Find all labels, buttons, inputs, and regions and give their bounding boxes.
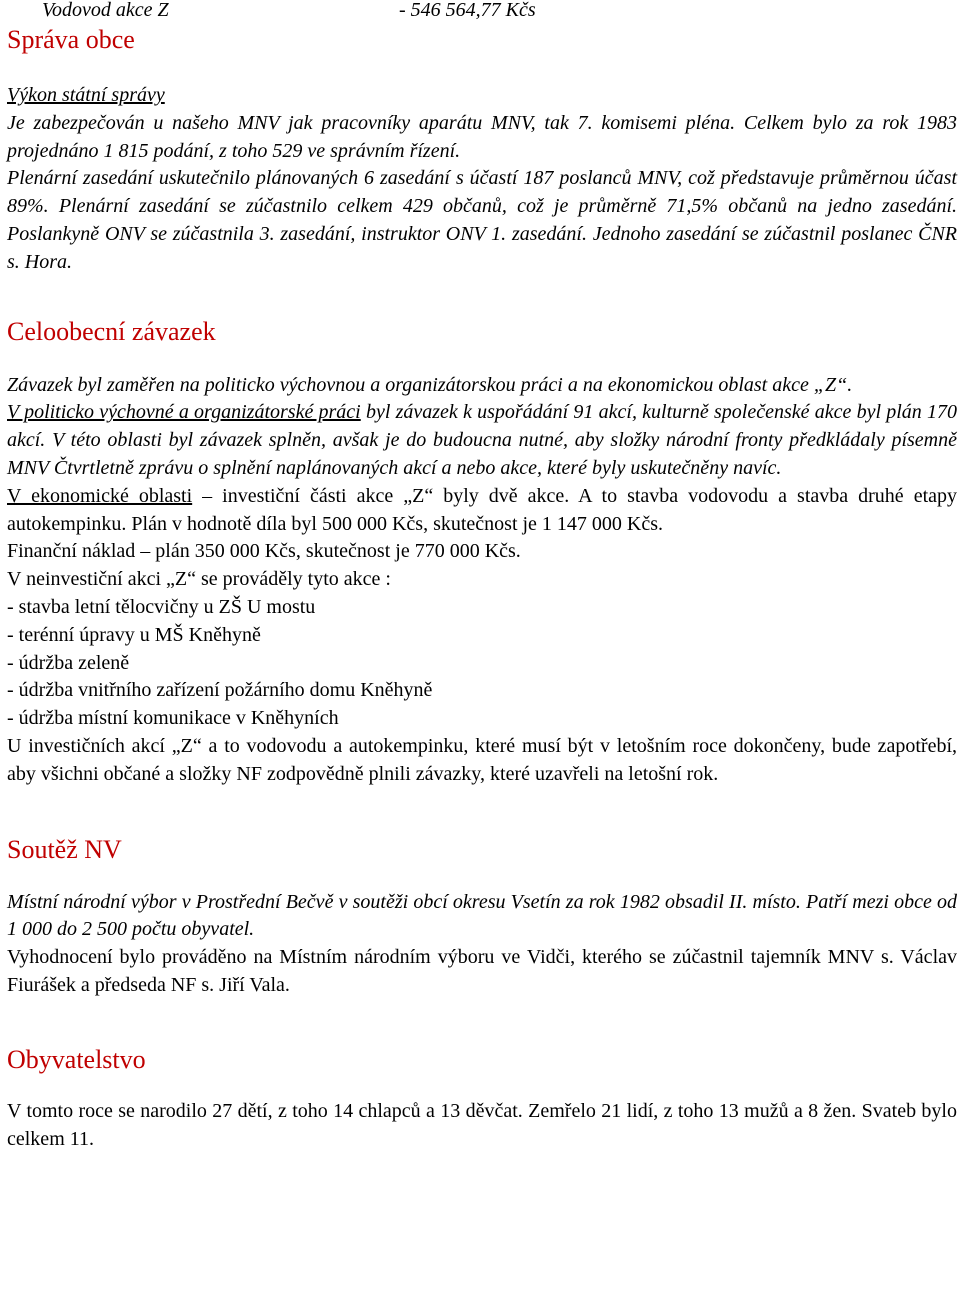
underlined-ekonomicke: V ekonomické oblasti: [7, 484, 193, 507]
section-title-soutez: Soutěž NV: [7, 834, 122, 864]
section-title-celoobecni: Celoobecní závazek: [7, 316, 216, 346]
underlined-politicko: V politicko výchovné a organizátorské práci: [7, 401, 361, 424]
paragraph-celoobecni-2: [7, 399, 957, 482]
paragraph-sprava-1: Je zabezpečován u našeho MNV jak pracovníky aparátu MNV, tak 7. komisemi pléna. Celkem bylo za rok 1983 projednáno 1 815 podání, z toho 529 ve správním řízení.: [7, 111, 957, 162]
top-line-value: - 546 564,77 Kčs: [399, 0, 536, 21]
list-item: - údržba místní komunikace v Kněhyních: [7, 707, 339, 730]
document-page: [7, 0, 957, 1153]
section-title-sprava: Správa obce: [7, 25, 135, 54]
top-summary-line: [7, 0, 957, 21]
subheading-vykon: Výkon státní správy: [7, 84, 165, 106]
list-item: - terénní úpravy u MŠ Kněhyně: [7, 623, 261, 646]
paragraph-celoobecni-2-rest: byl závazek k uspořádání 91 akcí, kulturně společenské akce byl plán 170 akcí. V této oblasti byl závazek splněn, avšak je do budoucna nutné, aby složky národní fronty předkládaly písemně MNV Čtvrtletně zprávu o splnění naplánovaných akcí a nebo akce, které byly uskutečněny navíc.: [7, 401, 957, 479]
list-item: - stavba letní tělocvičny u ZŠ U mostu: [7, 595, 316, 618]
list-item: - údržba vnitřního zařízení požárního domu Kněhyně: [7, 679, 433, 702]
paragraph-celoobecni-4: Finanční náklad – plán 350 000 Kčs, skutečnost je 770 000 Kčs.: [7, 540, 521, 563]
paragraph-obyvatelstvo-1: V tomto roce se narodilo 27 dětí, z toho 14 chlapců a 13 děvčat. Zemřelo 21 lidí, z toho 13 mužů a 8 žen. Svateb bylo celkem 11.: [7, 1099, 957, 1150]
paragraph-sprava-2: Plenární zasedání uskutečnilo plánovaných 6 zasedání s účastí 187 poslanců MNV, což představuje průměrnou účast 89%. Plenární zasedání se zúčastnilo celkem 429 občanů, což je průměrně 71,5% občanů na jedno zasedání. Poslankyně ONV se zúčastnila 3. zasedání, instruktor ONV 1. zasedání. Jednoho zasedání se zúčastnil poslanec ČNR s. Hora.: [7, 167, 957, 273]
paragraph-celoobecni-1: Závazek byl zaměřen na politicko výchovnou a organizátorskou práci a na ekonomickou oblast akce „Z“.: [7, 373, 853, 396]
paragraph-soutez-1: Místní národní výbor v Prostřední Bečvě v soutěži obcí okresu Vsetín za rok 1982 obsadil II. místo. Patří mezi obce od 1 000 do 2 500 počtu obyvatel.: [7, 890, 957, 941]
paragraph-celoobecni-3-rest: – investiční části akce „Z“ byly dvě akce. A to stavba vodovodu a stavba druhé etapy autokempinku. Plán v hodnotě díla byl 500 000 Kčs, skutečnost je 1 147 000 Kčs.: [7, 484, 957, 535]
top-line-label: Vodovod akce Z: [42, 0, 169, 21]
paragraph-celoobecni-5: V neinvestiční akci „Z“ se prováděly tyto akce :: [7, 568, 391, 591]
section-title-obyvatelstvo: Obyvatelstvo: [7, 1044, 146, 1074]
paragraph-celoobecni-3: [7, 483, 957, 539]
paragraph-celoobecni-6: U investičních akcí „Z“ a to vodovodu a autokempinku, které musí být v letošním roce dokončeny, bude zapotřebí, aby všichni občané a složky NF zodpovědně plnili závazky, které uzavřeli na letošní rok.: [7, 734, 957, 785]
paragraph-soutez-2: Vyhodnocení bylo prováděno na Místním národním výboru ve Vidči, kterého se zúčastnil tajemník MNV s. Václav Fiurášek a předseda NF s. Jiří Vala.: [7, 946, 957, 996]
list-item: - údržba zeleně: [7, 651, 130, 674]
